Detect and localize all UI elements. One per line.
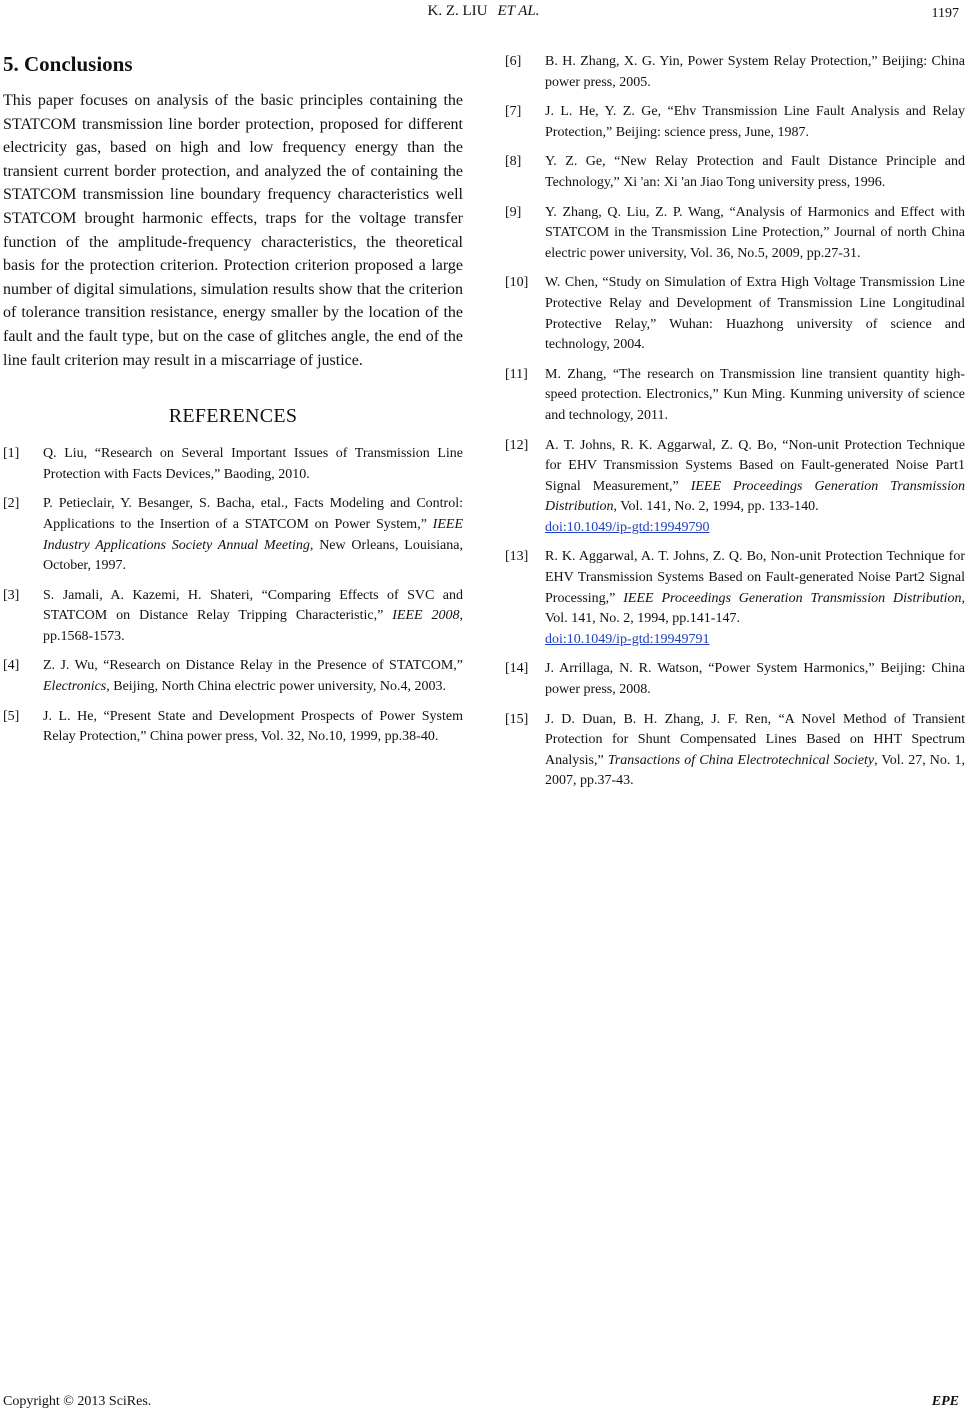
reference-text: Y. Z. Ge, “New Relay Protection and Fault Distance Principle and Technology,” Xi 'an: Xi 'an Jiao Tong university press, 1996. [545, 154, 965, 190]
doi-link[interactable]: doi:10.1049/ip-gtd:19949791 [545, 631, 710, 647]
reference-venue: Electronics [43, 679, 107, 695]
reference-list-left [3, 444, 463, 748]
reference-item [505, 152, 965, 193]
reference-item [3, 444, 463, 485]
reference-text: Y. Zhang, Q. Liu, Z. P. Wang, “Analysis of Harmonics and Effect with STATCOM in the Transmission Line Protection,” Journal of north China electric power university, Vol. 36, No.5, 2009, pp.27-31. [545, 204, 965, 261]
reference-details: , New Orleans, Louisiana, October, 1997. [43, 537, 463, 574]
reference-text: J. D. Duan, B. H. Zhang, J. F. Ren, “A Novel Method of Transient Protection for Shunt Compensated Lines Based on HHT Spectrum Analysis,” [545, 711, 965, 768]
reference-text: P. Petieclair, Y. Besanger, S. Bacha, etal., Facts Modeling and Control: Applications to the Insertion of a STATCOM on Power System,” [43, 496, 463, 532]
reference-item [505, 436, 965, 539]
running-head [0, 3, 967, 20]
reference-number: [4] [3, 658, 20, 674]
doi-link[interactable]: doi:10.1049/ip-gtd:19949790 [545, 519, 710, 535]
reference-details: , pp.1568-1573. [43, 608, 463, 644]
reference-item [505, 203, 965, 265]
reference-text: S. Jamali, A. Kazemi, H. Shateri, “Comparing Effects of SVC and STATCOM on Distance Relay Tripping Characteristic,” [43, 587, 463, 624]
conclusions-heading: 5. Conclusions [3, 52, 133, 76]
reference-venue: IEEE Proceedings Generation Transmission Distribution [545, 478, 965, 515]
reference-item [505, 273, 965, 355]
reference-item [505, 710, 965, 792]
reference-details: , Vol. 141, No. 2, 1994, pp.141-147. [545, 590, 965, 627]
reference-venue: Transactions of China Electrotechnical Society [607, 752, 875, 768]
reference-number: [5] [3, 708, 20, 724]
reference-venue: IEEE Industry Applications Society Annual Meeting [43, 516, 463, 553]
reference-item [3, 656, 463, 697]
reference-list-right [505, 52, 965, 792]
reference-text: B. H. Zhang, X. G. Yin, Power System Relay Protection,” Beijing: China power press, 2005. [545, 54, 965, 90]
reference-number: [2] [3, 496, 20, 512]
reference-venue: IEEE Proceedings Generation Transmission Distribution [623, 590, 962, 606]
reference-text: Q. Liu, “Research on Several Important Issues of Transmission Line Protection with Facts Devices,” Baoding, 2010. [43, 446, 463, 482]
reference-text: J. Arrillaga, N. R. Watson, “Power System Harmonics,” Beijing: China power press, 2008. [545, 661, 965, 698]
reference-text: R. K. Aggarwal, A. T. Johns, Z. Q. Bo, Non-unit Protection Technique for EHV Transmission Systems Based on Fault-generated Noise Part2 Signal Processing,” [545, 549, 965, 606]
references-heading: REFERENCES [168, 405, 298, 428]
reference-item [505, 547, 965, 650]
reference-number: [10] [505, 275, 529, 291]
reference-item [3, 586, 463, 648]
reference-text: Z. J. Wu, “Research on Distance Relay in the Presence of STATCOM,” [43, 658, 463, 674]
reference-item [505, 659, 965, 700]
reference-details: , Vol. 27, No. 1, 2007, pp.37-43. [545, 752, 965, 789]
reference-number: [8] [505, 154, 522, 170]
copyright-notice: Copyright © 2013 SciRes. [3, 1394, 152, 1409]
reference-text: W. Chen, “Study on Simulation of Extra High Voltage Transmission Line Protective Relay and Development of Transmission Line Longitudinal Protective Relay,” Wuhan: Huazhong university of science and technology, 2004. [545, 275, 965, 353]
reference-number: [12] [505, 437, 529, 453]
reference-number: [11] [505, 366, 528, 382]
reference-venue: IEEE 2008 [392, 608, 460, 624]
reference-details: , Beijing, North China electric power university, No.4, 2003. [106, 679, 446, 695]
reference-text: A. T. Johns, R. K. Aggarwal, Z. Q. Bo, “Non-unit Protection Technique for EHV Transmission Systems Based on Fault-generated Noise Part1 Signal Measurement,” [545, 437, 965, 494]
conclusions-paragraph: This paper focuses on analysis of the basic principles containing the STATCOM transmission line border protection, proposed for different electricity gas, based on high and low frequency energy than the transient current border protection, and analyzed the of containing the STATCOM transmission line boundary frequency characteristics well STATCOM brought harmonic effects, traps for the voltage transfer function of the amplitude-frequency characteristics, the theoretical basis for the protection criterion. Protection criterion proposed a large number of digital simulations, simulation results show that the criterion of tolerance transition resistance, energy smaller by the location of the fault and the fault type, but on the case of glitches angle, the end of the line fault criterion may result in a miscarriage of justice. [3, 92, 463, 369]
reference-number: [7] [505, 104, 522, 120]
reference-item [505, 52, 965, 93]
left-column [3, 52, 463, 757]
reference-number: [3] [3, 587, 20, 603]
right-column [505, 52, 965, 801]
page-number: 1197 [931, 6, 959, 21]
reference-item [505, 102, 965, 143]
reference-text: M. Zhang, “The research on Transmission line transient quantity high-speed protection. Electronics,” Kun Ming. Kunming university of science and technology, 2011. [545, 366, 965, 423]
running-head-etal: ET AL. [497, 3, 540, 19]
running-head-authors: K. Z. LIU [427, 3, 488, 19]
reference-number: [15] [505, 711, 529, 727]
reference-item [3, 707, 463, 748]
reference-item [3, 494, 463, 576]
reference-item [505, 365, 965, 427]
reference-text: J. L. He, “Present State and Development Prospects of Power System Relay Protection,” China power press, Vol. 32, No.10, 1999, pp.38-40. [43, 708, 463, 745]
reference-number: [9] [505, 204, 522, 220]
reference-details: , Vol. 141, No. 2, 1994, pp. 133-140. [613, 499, 819, 515]
reference-number: [6] [505, 54, 522, 69]
reference-text: J. L. He, Y. Z. Ge, “Ehv Transmission Line Fault Analysis and Relay Protection,” Beijing: science press, June, 1987. [545, 104, 965, 140]
reference-number: [1] [3, 446, 20, 462]
page-header [0, 3, 967, 25]
journal-abbrev: EPE [931, 1394, 959, 1409]
reference-number: [14] [505, 661, 529, 677]
reference-number: [13] [505, 549, 529, 565]
